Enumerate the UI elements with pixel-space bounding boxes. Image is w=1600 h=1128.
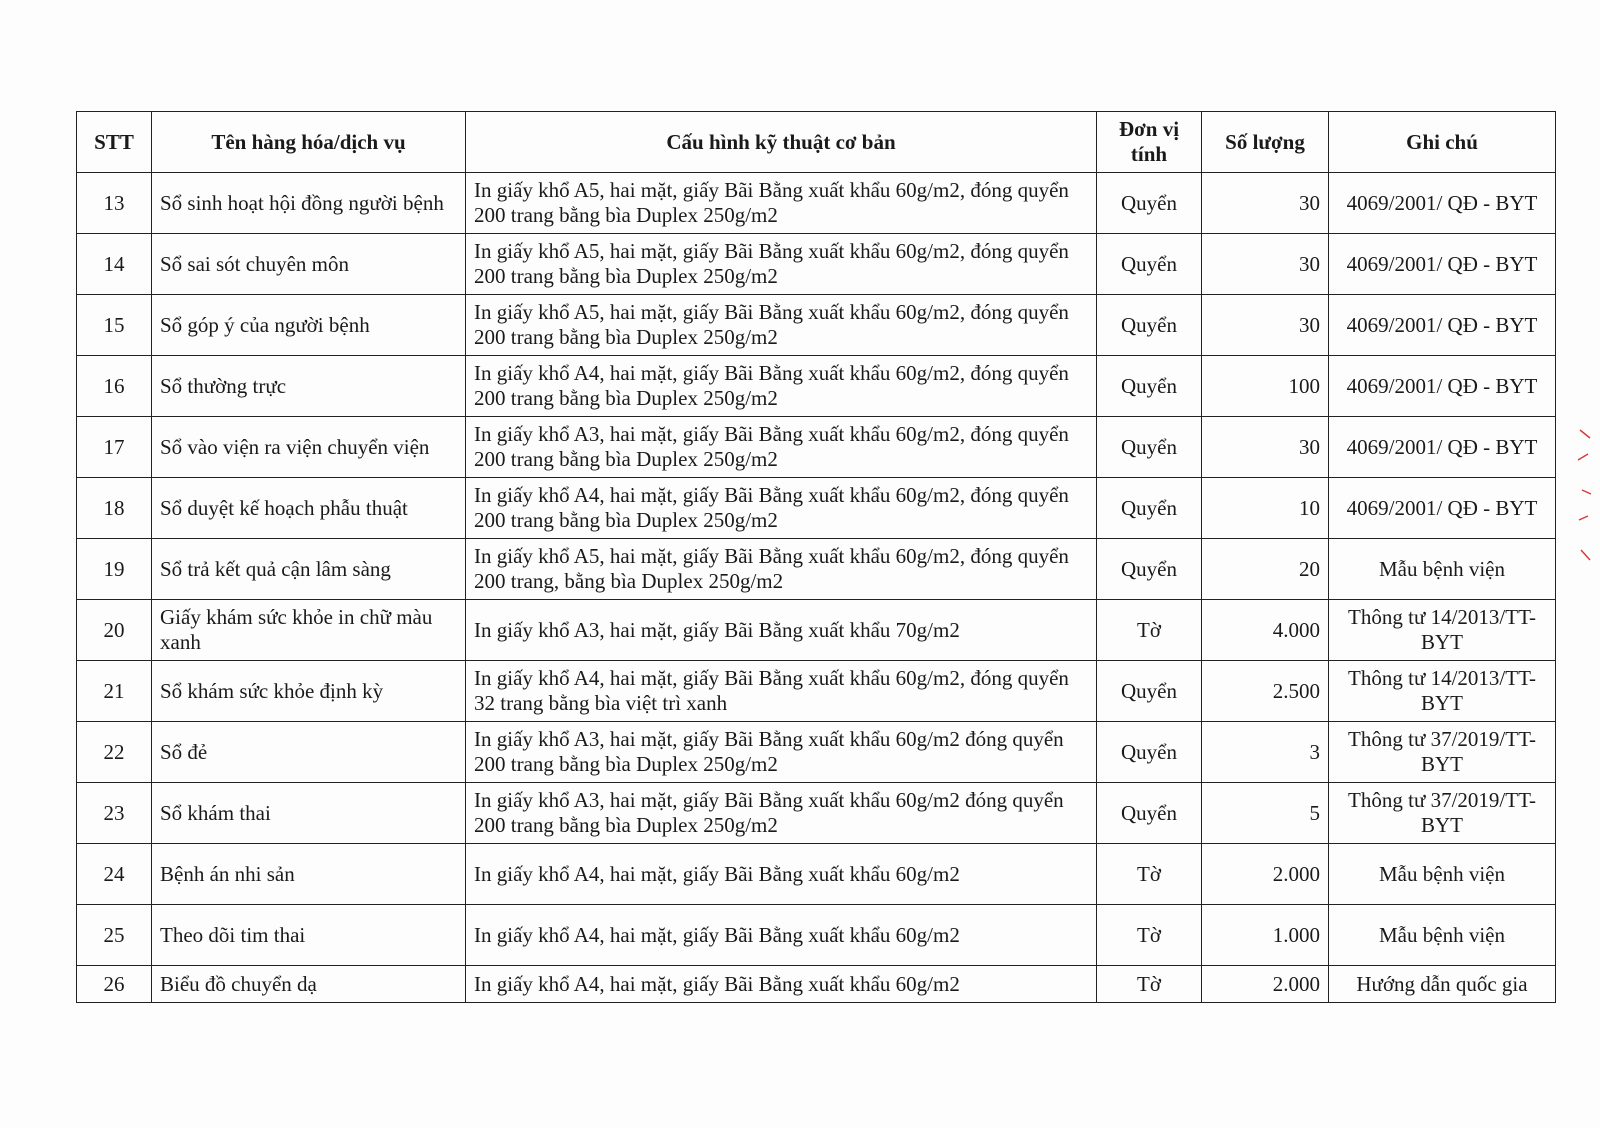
- cell-note: 4069/2001/ QĐ - BYT: [1329, 295, 1556, 356]
- cell-spec: In giấy khổ A5, hai mặt, giấy Bãi Bằng xuất khẩu 60g/m2, đóng quyển 200 trang bằng bìa Duplex 250g/m2: [466, 295, 1097, 356]
- cell-stt: 13: [77, 173, 152, 234]
- cell-name: Biểu đồ chuyển dạ: [152, 966, 466, 1003]
- cell-stt: 14: [77, 234, 152, 295]
- header-qty: Số lượng: [1202, 112, 1329, 173]
- cell-stt: 25: [77, 905, 152, 966]
- cell-unit: Tờ: [1097, 844, 1202, 905]
- cell-qty: 10: [1202, 478, 1329, 539]
- cell-unit: Quyển: [1097, 783, 1202, 844]
- cell-qty: 2.500: [1202, 661, 1329, 722]
- cell-spec: In giấy khổ A5, hai mặt, giấy Bãi Bằng xuất khẩu 60g/m2, đóng quyển 200 trang bằng bìa Duplex 250g/m2: [466, 173, 1097, 234]
- cell-name: Sổ khám sức khỏe định kỳ: [152, 661, 466, 722]
- table-row: [77, 661, 1556, 722]
- margin-stamp-fragment: [1576, 420, 1594, 570]
- cell-stt: 21: [77, 661, 152, 722]
- table-row: [77, 417, 1556, 478]
- cell-qty: 4.000: [1202, 600, 1329, 661]
- cell-note: Mẫu bệnh viện: [1329, 905, 1556, 966]
- table-header-row: [77, 112, 1556, 173]
- header-unit: Đơn vị tính: [1097, 112, 1202, 173]
- cell-name: Sổ thường trực: [152, 356, 466, 417]
- header-name: Tên hàng hóa/dịch vụ: [152, 112, 466, 173]
- cell-name: Sổ trả kết quả cận lâm sàng: [152, 539, 466, 600]
- cell-qty: 20: [1202, 539, 1329, 600]
- items-table: [76, 111, 1556, 1003]
- cell-spec: In giấy khổ A4, hai mặt, giấy Bãi Bằng xuất khẩu 60g/m2, đóng quyển 200 trang bằng bìa Duplex 250g/m2: [466, 356, 1097, 417]
- cell-note: Mẫu bệnh viện: [1329, 539, 1556, 600]
- cell-name: Theo dõi tim thai: [152, 905, 466, 966]
- cell-spec: In giấy khổ A3, hai mặt, giấy Bãi Bằng xuất khẩu 70g/m2: [466, 600, 1097, 661]
- cell-spec: In giấy khổ A4, hai mặt, giấy Bãi Bằng xuất khẩu 60g/m2: [466, 844, 1097, 905]
- cell-spec: In giấy khổ A3, hai mặt, giấy Bãi Bằng xuất khẩu 60g/m2 đóng quyển 200 trang bằng bìa Duplex 250g/m2: [466, 783, 1097, 844]
- cell-name: Sổ duyệt kế hoạch phẫu thuật: [152, 478, 466, 539]
- cell-unit: Tờ: [1097, 966, 1202, 1003]
- cell-qty: 2.000: [1202, 966, 1329, 1003]
- cell-note: 4069/2001/ QĐ - BYT: [1329, 356, 1556, 417]
- cell-note: 4069/2001/ QĐ - BYT: [1329, 234, 1556, 295]
- cell-stt: 26: [77, 966, 152, 1003]
- cell-unit: Quyển: [1097, 173, 1202, 234]
- cell-note: Thông tư 37/2019/TT-BYT: [1329, 722, 1556, 783]
- cell-unit: Quyển: [1097, 295, 1202, 356]
- header-note: Ghi chú: [1329, 112, 1556, 173]
- table-row: [77, 844, 1556, 905]
- cell-unit: Tờ: [1097, 600, 1202, 661]
- header-stt: STT: [77, 112, 152, 173]
- table-row: [77, 356, 1556, 417]
- cell-name: Sổ góp ý của người bệnh: [152, 295, 466, 356]
- cell-stt: 15: [77, 295, 152, 356]
- cell-name: Giấy khám sức khỏe in chữ màu xanh: [152, 600, 466, 661]
- cell-qty: 30: [1202, 173, 1329, 234]
- cell-spec: In giấy khổ A3, hai mặt, giấy Bãi Bằng xuất khẩu 60g/m2, đóng quyển 200 trang bằng bìa Duplex 250g/m2: [466, 417, 1097, 478]
- cell-spec: In giấy khổ A4, hai mặt, giấy Bãi Bằng xuất khẩu 60g/m2, đóng quyển 200 trang bằng bìa Duplex 250g/m2: [466, 478, 1097, 539]
- cell-note: 4069/2001/ QĐ - BYT: [1329, 173, 1556, 234]
- cell-stt: 22: [77, 722, 152, 783]
- cell-stt: 18: [77, 478, 152, 539]
- cell-qty: 30: [1202, 417, 1329, 478]
- cell-stt: 23: [77, 783, 152, 844]
- cell-note: Thông tư 14/2013/TT- BYT: [1329, 661, 1556, 722]
- cell-name: Sổ sai sót chuyên môn: [152, 234, 466, 295]
- table-row: [77, 539, 1556, 600]
- cell-unit: Quyển: [1097, 539, 1202, 600]
- cell-note: Thông tư 37/2019/TT-BYT: [1329, 783, 1556, 844]
- cell-qty: 100: [1202, 356, 1329, 417]
- cell-spec: In giấy khổ A4, hai mặt, giấy Bãi Bằng xuất khẩu 60g/m2, đóng quyển 32 trang bằng bìa việt trì xanh: [466, 661, 1097, 722]
- cell-unit: Quyển: [1097, 661, 1202, 722]
- cell-name: Sổ đẻ: [152, 722, 466, 783]
- cell-stt: 24: [77, 844, 152, 905]
- table-row: [77, 783, 1556, 844]
- cell-qty: 2.000: [1202, 844, 1329, 905]
- cell-qty: 30: [1202, 234, 1329, 295]
- table-body: [77, 173, 1556, 1003]
- table-row: [77, 600, 1556, 661]
- cell-unit: Quyển: [1097, 234, 1202, 295]
- cell-unit: Quyển: [1097, 478, 1202, 539]
- cell-note: 4069/2001/ QĐ - BYT: [1329, 417, 1556, 478]
- cell-qty: 3: [1202, 722, 1329, 783]
- cell-name: Sổ vào viện ra viện chuyển viện: [152, 417, 466, 478]
- cell-stt: 19: [77, 539, 152, 600]
- table-row: [77, 295, 1556, 356]
- table-row: [77, 234, 1556, 295]
- cell-spec: In giấy khổ A5, hai mặt, giấy Bãi Bằng xuất khẩu 60g/m2, đóng quyển 200 trang, bằng bìa Duplex 250g/m2: [466, 539, 1097, 600]
- cell-unit: Quyển: [1097, 356, 1202, 417]
- table-row: [77, 905, 1556, 966]
- cell-spec: In giấy khổ A4, hai mặt, giấy Bãi Bằng xuất khẩu 60g/m2: [466, 905, 1097, 966]
- cell-unit: Tờ: [1097, 905, 1202, 966]
- cell-spec: In giấy khổ A5, hai mặt, giấy Bãi Bằng xuất khẩu 60g/m2, đóng quyển 200 trang bằng bìa Duplex 250g/m2: [466, 234, 1097, 295]
- cell-note: Thông tư 14/2013/TT- BYT: [1329, 600, 1556, 661]
- cell-note: Mẫu bệnh viện: [1329, 844, 1556, 905]
- cell-name: Sổ khám thai: [152, 783, 466, 844]
- cell-name: Sổ sinh hoạt hội đồng người bệnh: [152, 173, 466, 234]
- cell-qty: 1.000: [1202, 905, 1329, 966]
- cell-note: Hướng dẫn quốc gia: [1329, 966, 1556, 1003]
- cell-stt: 16: [77, 356, 152, 417]
- cell-spec: In giấy khổ A4, hai mặt, giấy Bãi Bằng xuất khẩu 60g/m2: [466, 966, 1097, 1003]
- cell-unit: Quyển: [1097, 722, 1202, 783]
- cell-stt: 20: [77, 600, 152, 661]
- cell-name: Bệnh án nhi sản: [152, 844, 466, 905]
- cell-note: 4069/2001/ QĐ - BYT: [1329, 478, 1556, 539]
- table-row: [77, 722, 1556, 783]
- cell-unit: Quyển: [1097, 417, 1202, 478]
- cell-qty: 5: [1202, 783, 1329, 844]
- table-row: [77, 966, 1556, 1003]
- header-spec: Cấu hình kỹ thuật cơ bản: [466, 112, 1097, 173]
- table-row: [77, 478, 1556, 539]
- cell-stt: 17: [77, 417, 152, 478]
- table-row: [77, 173, 1556, 234]
- cell-spec: In giấy khổ A3, hai mặt, giấy Bãi Bằng xuất khẩu 60g/m2 đóng quyển 200 trang bằng bìa Duplex 250g/m2: [466, 722, 1097, 783]
- cell-qty: 30: [1202, 295, 1329, 356]
